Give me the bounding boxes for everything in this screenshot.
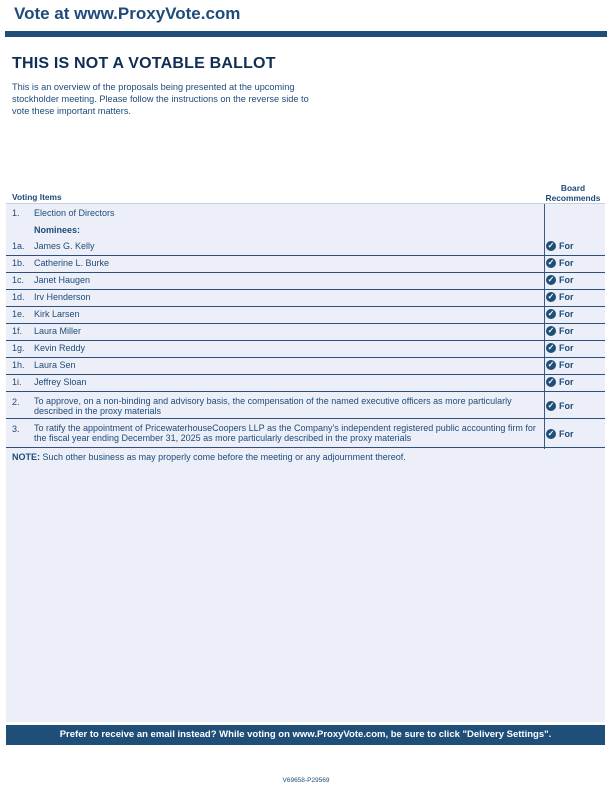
ballot-panel: [6, 203, 605, 722]
recommendation-label: For: [559, 343, 574, 353]
nominee-row-1e: [6, 309, 605, 324]
nominee-row-1g: [6, 343, 605, 358]
nominees-label: Nominees:: [34, 225, 81, 235]
item-number: 3.: [12, 424, 20, 434]
nominee-row-1a: [6, 241, 605, 256]
recommendation-label: For: [559, 275, 574, 285]
board-recommends-header: Board Recommends: [545, 183, 601, 203]
check-circle-icon: ✓: [547, 360, 555, 369]
recommendation-label: For: [559, 326, 574, 336]
proposal-row-3: [6, 421, 605, 448]
intro-text: This is an overview of the proposals being presented at the upcoming stockholder meeting. Please follow the instructions on the reverse side to vote these important matters.: [12, 82, 309, 116]
item-text: Catherine L. Burke: [34, 258, 110, 268]
item-number: 1c.: [12, 275, 25, 285]
item-text: Irv Henderson: [34, 292, 91, 302]
proxyvote-site-label: Vote at www.ProxyVote.com: [14, 4, 241, 23]
item-row-1: [6, 208, 605, 224]
recommendation-label: For: [559, 292, 574, 302]
item-text: Jeffrey Sloan: [34, 377, 87, 387]
item-text: To approve, on a non-binding and advisory basis, the compensation of the named executive officers as more particularly described in the proxy materials: [34, 396, 512, 416]
recommendation-label: For: [559, 241, 574, 251]
item-text: Kirk Larsen: [34, 309, 80, 319]
item-text: James G. Kelly: [34, 241, 95, 251]
nominee-row-1c: [6, 275, 605, 290]
recommendation: [546, 429, 574, 439]
item-number: 1e.: [12, 309, 25, 319]
item-number: 1a.: [12, 241, 25, 251]
item-text: Kevin Reddy: [34, 343, 86, 353]
delivery-settings-banner: Prefer to receive an email instead? While voting on www.ProxyVote.com, be sure to click "Delivery Settings".: [6, 725, 605, 745]
item-number: 1.: [12, 208, 20, 218]
note-line: [12, 452, 406, 462]
check-circle-icon: ✓: [547, 401, 555, 410]
nominee-row-1h: [6, 360, 605, 375]
proposal-row-2: [6, 394, 605, 419]
recommendation: [546, 343, 574, 353]
item-number: 1g.: [12, 343, 25, 353]
check-circle-icon: ✓: [547, 343, 555, 352]
check-circle-icon: ✓: [547, 275, 555, 284]
recommendation: [546, 292, 574, 302]
item-text: Laura Miller: [34, 326, 82, 336]
voting-items-header: Voting Items: [12, 192, 62, 202]
check-circle-icon: ✓: [547, 429, 555, 438]
item-number: 1b.: [12, 258, 25, 268]
item-number: 2.: [12, 397, 20, 407]
item-text: Election of Directors: [34, 208, 115, 218]
recommendation-label: For: [559, 360, 574, 370]
item-number: 1f.: [12, 326, 23, 336]
recommendation: [546, 275, 574, 285]
document-code: V69658-P29569: [282, 777, 330, 784]
recommendation-label: For: [559, 429, 574, 439]
page-title: THIS IS NOT A VOTABLE BALLOT: [12, 55, 276, 72]
recommendation-label: For: [559, 309, 574, 319]
recommendation: [546, 326, 574, 336]
note-label: NOTE:: [12, 452, 40, 462]
recommendation-label: For: [559, 377, 574, 387]
item-text: Laura Sen: [34, 360, 76, 370]
nominee-row-1f: [6, 326, 605, 341]
check-circle-icon: ✓: [547, 241, 555, 250]
recommendation-label: For: [559, 258, 574, 268]
check-circle-icon: ✓: [547, 258, 555, 267]
recommendation: [546, 360, 574, 370]
header-rule: [5, 31, 607, 37]
note-text: Such other business as may properly come before the meeting or any adjournment thereof.: [42, 452, 406, 462]
check-circle-icon: ✓: [547, 377, 555, 386]
check-circle-icon: ✓: [547, 292, 555, 301]
item-number: 1h.: [12, 360, 25, 370]
recommendation: [546, 401, 574, 411]
recommendation: [546, 258, 574, 268]
recommendation: [546, 241, 574, 251]
item-text: Janet Haugen: [34, 275, 91, 285]
item-text: To ratify the appointment of PricewaterhouseCoopers LLP as the Company's independent registered public accounting firm for the fiscal year ending December 31, 2025 as more particularly described in the proxy materials: [34, 423, 536, 443]
nominee-row-1i: [6, 377, 605, 392]
recommendation-label: For: [559, 401, 574, 411]
nominee-row-1b: [6, 258, 605, 273]
recommendation: [546, 309, 574, 319]
nominees-row: [6, 225, 605, 241]
check-circle-icon: ✓: [547, 326, 555, 335]
item-number: 1i.: [12, 377, 22, 387]
check-circle-icon: ✓: [547, 309, 555, 318]
recommendation: [546, 377, 574, 387]
top-header: [0, 0, 612, 30]
nominee-row-1d: [6, 292, 605, 307]
item-number: 1d.: [12, 292, 25, 302]
